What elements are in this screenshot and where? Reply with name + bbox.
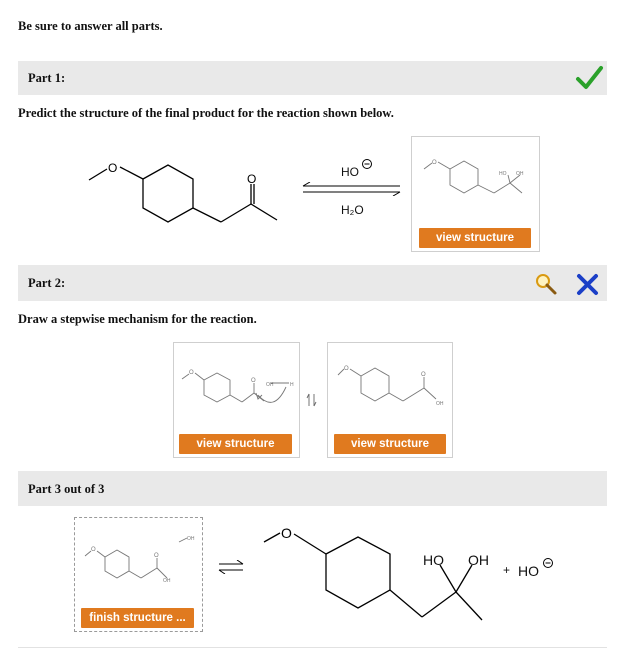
part3-header [18,471,607,506]
part1-header [18,61,607,95]
instructions-text: Be sure to answer all parts. [18,19,163,33]
reagent-water: H₂O [341,203,364,217]
svg-text:O: O [281,525,292,541]
part2-question: Draw a stepwise mechanism for the reaction. [18,312,257,326]
finish-structure-button[interactable]: finish structure ... [81,608,194,628]
negative-charge-icon [361,158,373,170]
thumb-left-oh: OH [266,382,274,388]
magnifier-icon[interactable] [533,271,559,297]
product-ho-label: HO [423,552,444,568]
equilibrium-arrows-icon [300,182,405,196]
draft-oh-top: OH [187,536,195,542]
svg-text:O: O [344,366,349,372]
draft-oh-bottom: OH [163,578,171,584]
part2-header [18,265,607,301]
part3-drawing-area[interactable] [74,517,203,632]
mechanism-step-structure [174,343,299,433]
part2-left-thumbnail[interactable] [173,342,300,458]
part3-label: Part 3 out of 3 [28,482,105,496]
thumb-left-h: H [290,382,294,388]
part1-view-structure-button[interactable]: view structure [419,228,531,248]
svg-text:O: O [91,547,96,553]
negative-charge-icon-part3 [542,557,554,569]
bottom-divider [18,647,607,648]
reactant-structure [85,150,285,235]
svg-text:OH: OH [436,401,444,407]
thumb-ho-label: HO [499,171,507,177]
equilibrium-arrows-part3-icon [216,560,246,574]
svg-text:O: O [154,553,159,559]
reagent-hydroxide-text: HO [341,165,359,179]
x-icon [575,272,601,298]
plus-sign: + [503,563,511,577]
part1-question: Predict the structure of the final product for the reaction shown below. [18,106,394,120]
part2-right-thumbnail[interactable] [327,342,453,458]
equilibrium-arrows-small-icon [306,392,318,408]
intermediate-structure [328,343,452,433]
hydroxide-product-label: HO [518,563,539,579]
part1-label: Part 1: [28,71,66,85]
svg-text:O: O [251,378,256,384]
svg-text:O: O [421,372,426,378]
check-icon [574,65,604,91]
part3-draft-structure [75,518,202,608]
part2-label: Part 2: [28,276,66,290]
svg-text:O: O [432,160,437,166]
part3-product-structure [260,520,520,650]
svg-text:O: O [189,370,194,376]
product-oh-label: OH [468,552,489,568]
svg-text:O: O [247,172,257,186]
reagent-hydroxide [341,165,359,179]
part2-view-structure-button-left[interactable]: view structure [179,434,292,454]
product-structure [412,137,539,227]
part1-product-thumbnail[interactable] [411,136,540,252]
part2-view-structure-button-right[interactable]: view structure [334,434,446,454]
thumb-oh-label: OH [516,171,524,177]
svg-text:O: O [108,161,118,175]
